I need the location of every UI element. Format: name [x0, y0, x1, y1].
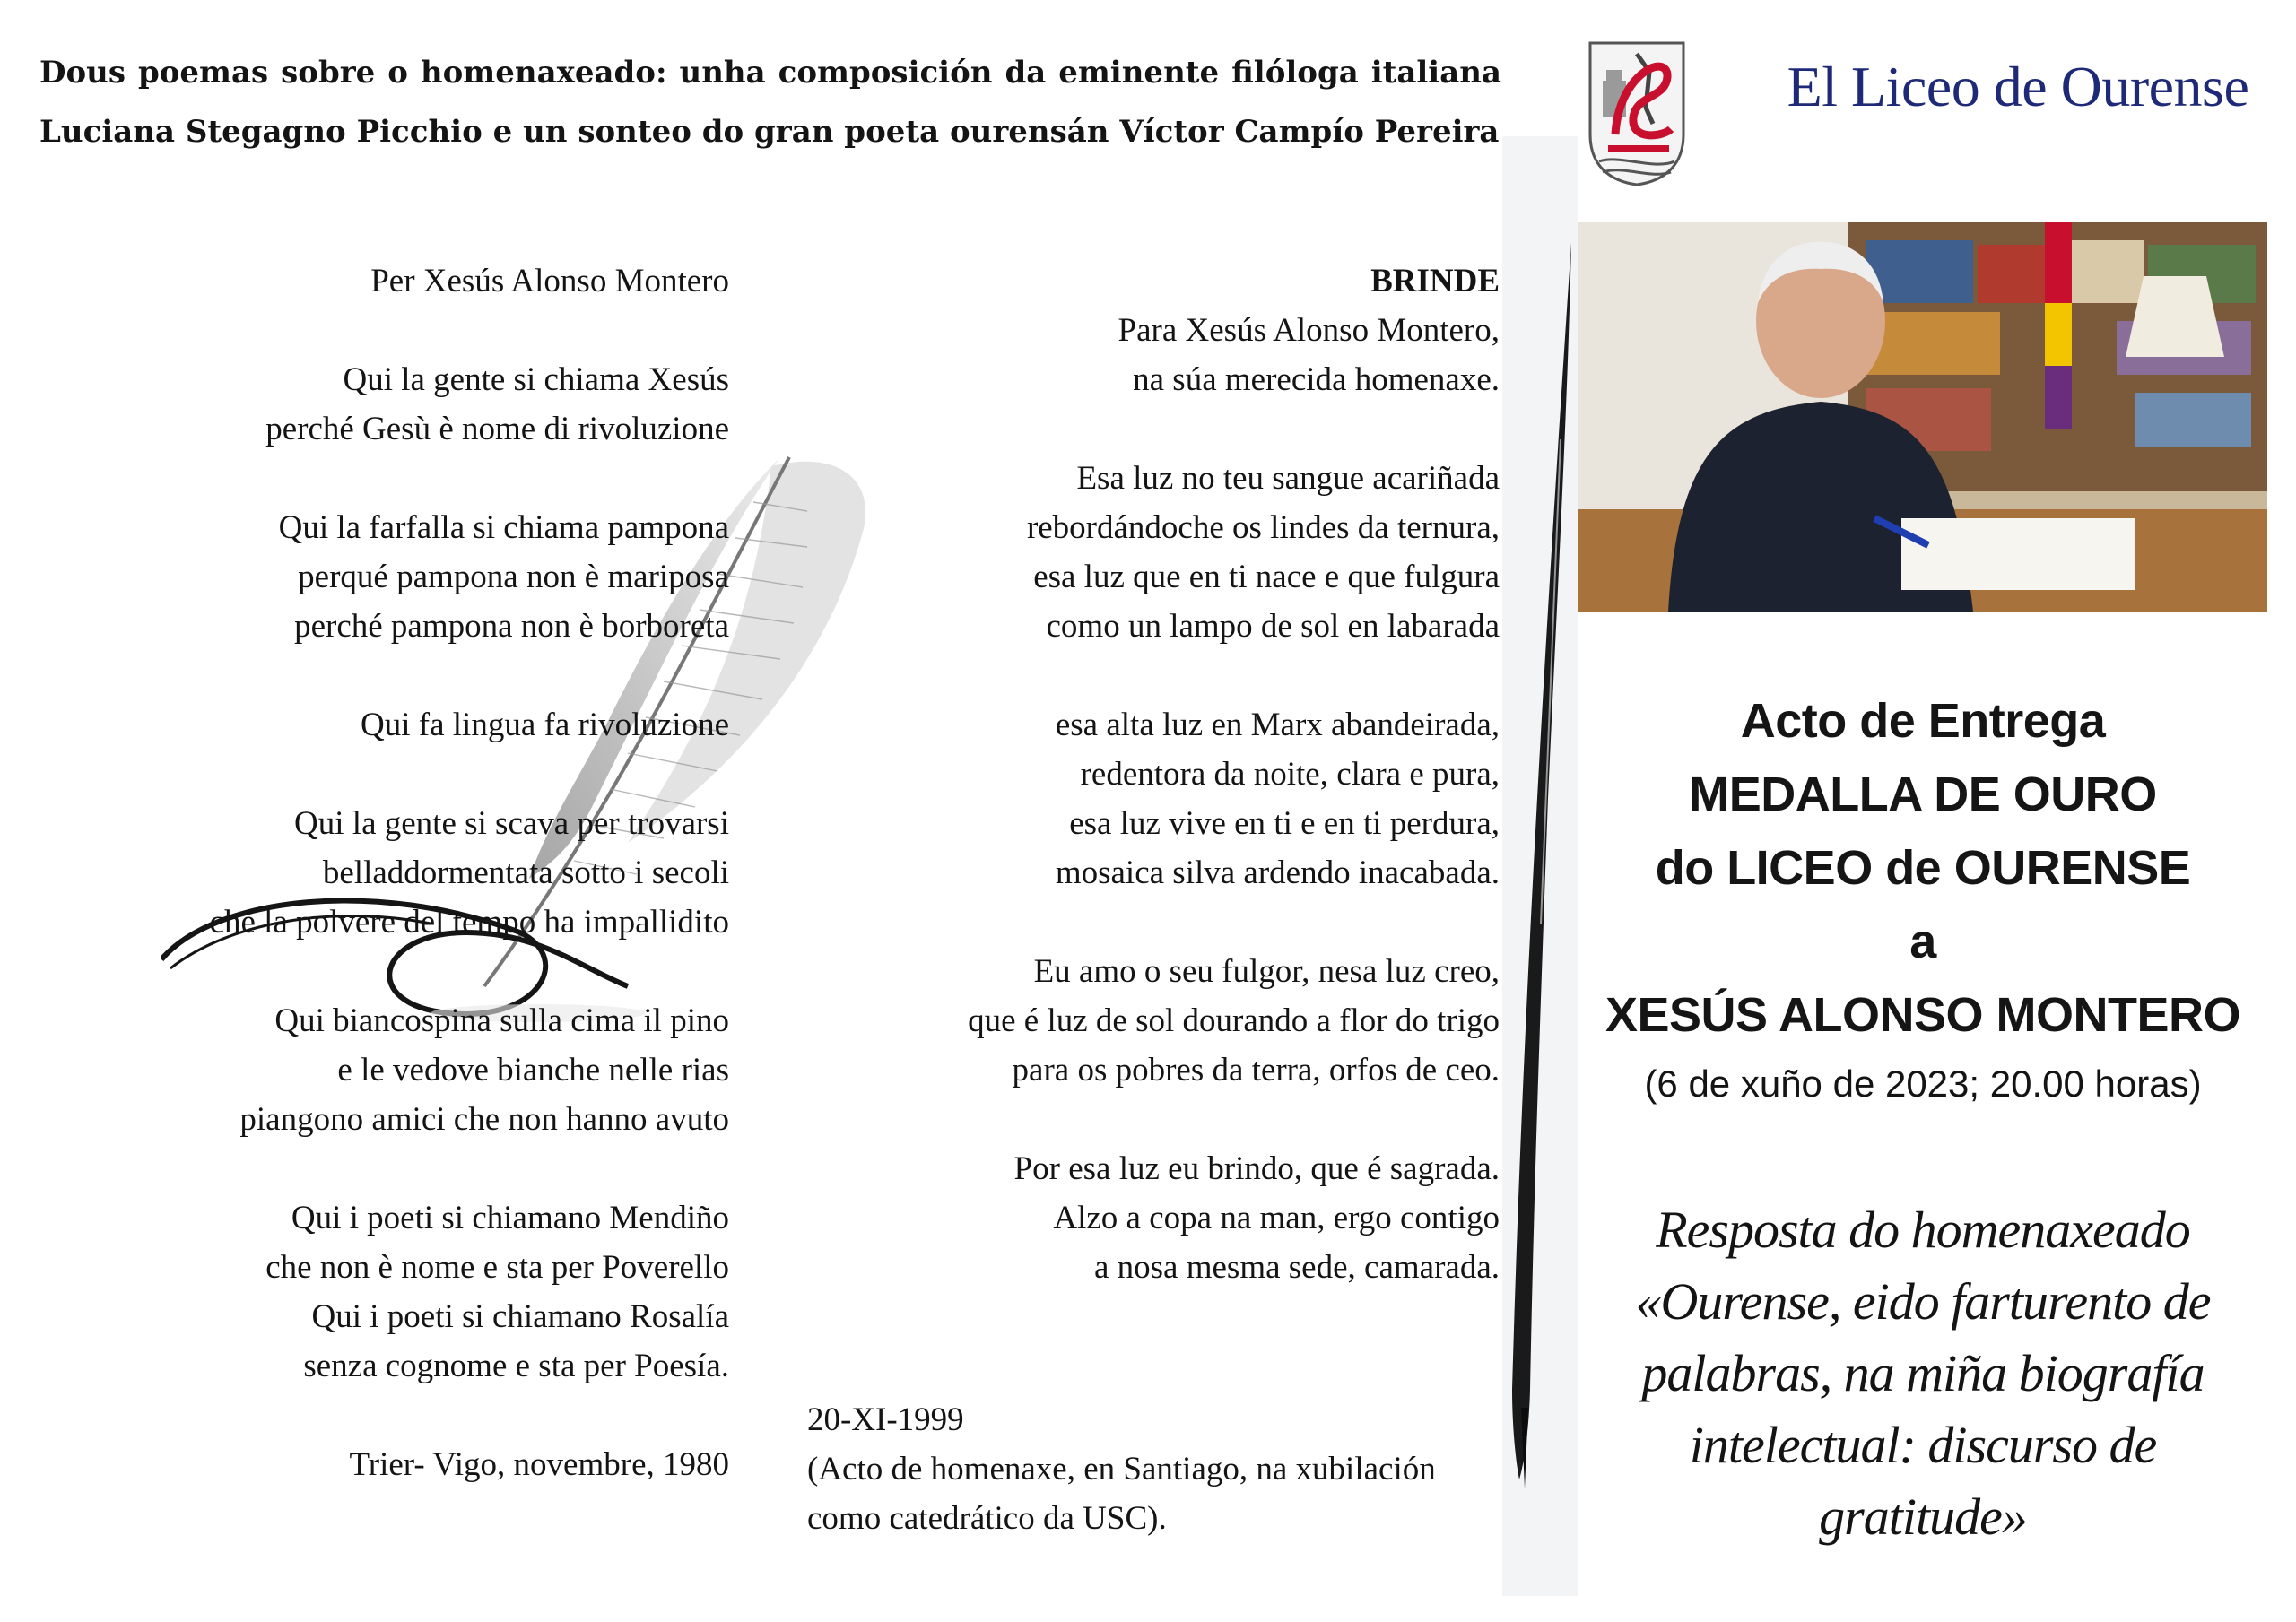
liceo-crest-icon	[1583, 36, 1691, 188]
poem-line: Por esa luz eu brindo, que é sagrada.	[1013, 1150, 1500, 1187]
event-honoree: XESÚS ALONSO MONTERO	[1605, 988, 2241, 1042]
poem-line: senza cognome e sta per Poesía.	[303, 1348, 729, 1384]
poem-line	[210, 651, 729, 700]
poem-line	[210, 947, 729, 996]
speech-title	[1578, 1194, 2267, 1553]
note-line: como catedrático da USC).	[807, 1500, 1167, 1537]
poem-line: rebordándoche os lindes da ternura,	[1026, 509, 1500, 546]
poem-title: BRINDE	[1370, 263, 1500, 299]
poem-line: Eu amo o seu fulgor, nesa luz creo,	[1033, 953, 1500, 990]
poem-line: che non è nome e sta per Poverello	[265, 1249, 729, 1286]
poem-line: esa luz que en ti nace e que fulgura	[1033, 559, 1500, 595]
poem-line: Qui la gente si scava per trovarsi	[294, 805, 729, 842]
poem-line	[968, 1095, 1500, 1144]
poem-line: a nosa mesma sede, camarada.	[1093, 1249, 1500, 1286]
poem-line: Para Xesús Alonso Montero,	[1118, 312, 1500, 349]
poem-line	[968, 651, 1500, 700]
poem-line: Qui fa lingua fa rivoluzione	[361, 707, 729, 743]
portrait-photo	[1578, 222, 2267, 612]
poem-line: Qui i poeti si chiamano Rosalía	[311, 1298, 729, 1335]
poem-line: Esa luz no teu sangue acariñada	[1076, 460, 1500, 497]
poem-line	[210, 454, 729, 503]
poem-brinde	[968, 256, 1500, 1292]
poem-line: perqué pampona non è mariposa	[298, 559, 729, 595]
event-date: (6 de xuño de 2023; 20.00 horas)	[1644, 1063, 2202, 1105]
poem-line	[968, 404, 1500, 454]
poem-line	[210, 306, 729, 355]
poem-line: Alzo a copa na man, ergo contigo	[1053, 1200, 1500, 1236]
poem-line: Per Xesús Alonso Montero	[370, 263, 729, 299]
poem-line	[968, 898, 1500, 947]
speech-line: gratitude»	[1819, 1488, 2027, 1546]
poem-line	[210, 1391, 729, 1440]
poem-line: Qui la gente si chiama Xesús	[343, 361, 729, 398]
note-line: (Acto de homenaxe, en Santiago, na xubilación	[807, 1451, 1436, 1488]
speech-line: «Ourense, eido farturento de	[1635, 1272, 2211, 1331]
poem-line: che la polvere del tempo ha impallidito	[209, 904, 729, 941]
poem-line	[210, 750, 729, 799]
poem-line: como un lampo de sol en labarada	[1046, 608, 1500, 645]
poem-line: perché Gesù è nome di rivoluzione	[265, 411, 729, 447]
poem-line: piangono amici che non hanno avuto	[239, 1101, 729, 1138]
poem-line: Trier- Vigo, novembre, 1980	[349, 1446, 729, 1483]
poem-line: para os pobres da terra, orfos de ceo.	[1012, 1052, 1500, 1089]
poem-line: mosaica silva ardendo inacabada.	[1055, 854, 1500, 891]
poem-line: esa alta luz en Marx abandeirada,	[1055, 707, 1500, 743]
poem-line: belladdormentata sotto i secoli	[322, 854, 729, 891]
poem-line: Qui i poeti si chiamano Mendiño	[291, 1200, 729, 1236]
page-heading: Dous poemas sobre o homenaxeado: unha composición da eminente filóloga italiana Luciana Stegagno Picchio e un sonteo do gran poeta ourensán Víctor Campío Pereira	[39, 55, 1501, 150]
brand-name: El Liceo de Ourense	[1787, 55, 2249, 118]
poem-brinde-note	[807, 1395, 1436, 1543]
poem-line: perché pampona non è borboreta	[294, 608, 729, 645]
poem-line: Qui la farfalla si chiama pampona	[278, 509, 729, 546]
speech-line: intelectual: discurso de	[1689, 1416, 2157, 1474]
event-title: Acto de Entrega	[1740, 694, 2106, 748]
poem-line	[210, 1144, 729, 1193]
event-institution: do LICEO de OURENSE	[1655, 841, 2191, 895]
quill-nib-icon	[1471, 224, 1596, 1497]
poem-line: na súa merecida homenaxe.	[1133, 361, 1500, 398]
poem-line: e le vedove bianche nelle rias	[337, 1052, 729, 1089]
poem-line: que é luz de sol dourando a flor do trigo	[968, 1002, 1500, 1039]
event-preposition: a	[1909, 915, 1936, 968]
speech-line: palabras, na miña biografía	[1641, 1344, 2205, 1402]
poem-line: redentora da noite, clara e pura,	[1080, 756, 1500, 793]
event-award: MEDALLA DE OURO	[1689, 768, 2157, 821]
speech-line: Resposta do homenaxeado	[1656, 1201, 2190, 1259]
poem-italian	[210, 256, 729, 1489]
event-announcement	[1578, 684, 2267, 1113]
poem-line: Qui biancospina sulla cima il pino	[274, 1002, 729, 1039]
note-line: 20-XI-1999	[807, 1401, 964, 1438]
poem-line: esa luz vive en ti e en ti perdura,	[1069, 805, 1500, 842]
